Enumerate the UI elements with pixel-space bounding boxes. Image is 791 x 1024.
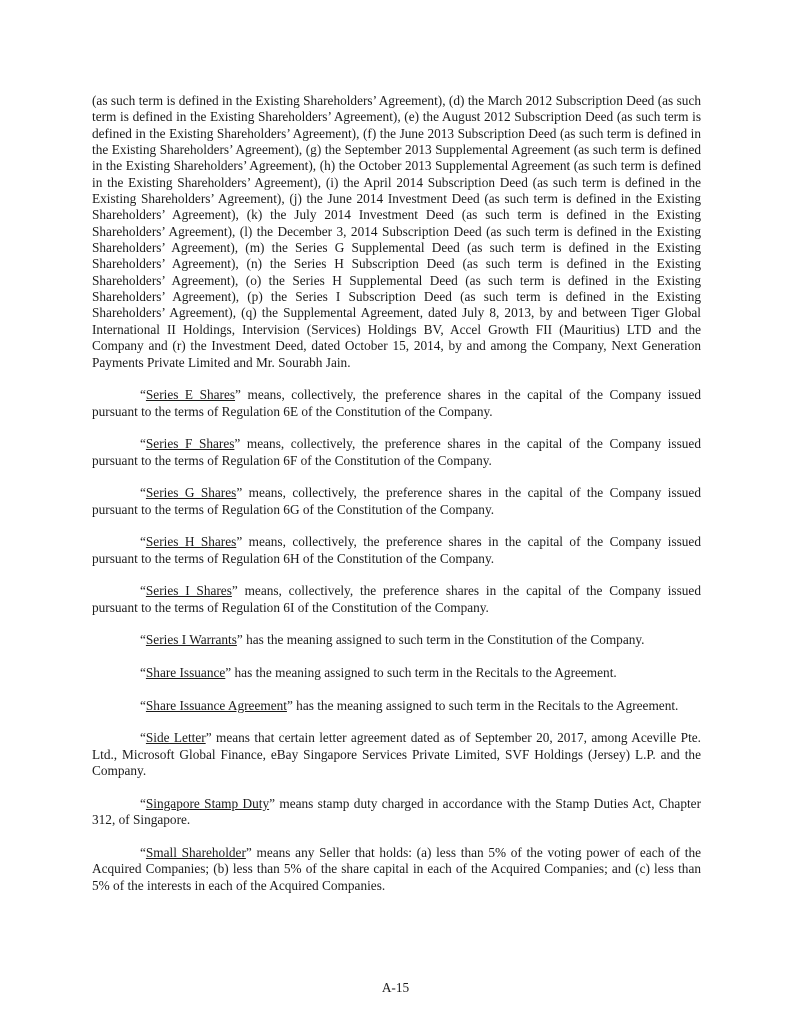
defined-term: Share Issuance Agreement <box>145 697 287 713</box>
definition-text: ” means, collectively, the preference shares in the capital of the Company issued pursuant to the terms of Regulation 6I of the Constitution of the Company. <box>92 583 701 615</box>
defined-term: Share Issuance <box>145 665 226 681</box>
definition-series-i-warrants <box>92 632 701 648</box>
defined-term: Series H Shares <box>145 534 237 550</box>
defined-term: Series E Shares <box>145 387 236 403</box>
paragraph-text: (as such term is defined in the Existing Shareholders’ Agreement), (d) the March 2012 Subscription Deed (as such term is defined in the Existing Shareholders’ Agreement), (e) the August 2012 Subscription Deed (as such term is defined in the Existing Shareholders’ Agreement), (f) the June 2013 Subscription Deed (as such term is defined in the Existing Shareholders’ Agreement), (g) the September 2013 Supplemental Agreement (as such term is defined in the Existing Shareholders’ Agreement), (h) the October 2013 Supplemental Agreement (as such term is defined in the Existing Shareholders’ Agreement), (i) the April 2014 Subscription Deed (as such term is defined in the Existing Shareholders’ Agreement), (j) the June 2014 Investment Deed (as such term is defined in the Existing Shareholders’ Agreement), (k) the July 2014 Investment Deed (as such term is defined in the Existing Shareholders’ Agreement), (l) the December 3, 2014 Subscription Deed (as such term is defined in the Existing Shareholders’ Agreement), (m) the Series G Supplemental Deed (as such term is defined in the Existing Shareholders’ Agreement), (n) the Series H Subscription Deed (as such term is defined in the Existing Shareholders’ Agreement), (o) the Series H Supplemental Deed (as such term is defined in the Existing Shareholders’ Agreement), (p) the Series I Subscription Deed (as such term is defined in the Existing Shareholders’ Agreement), (q) the Supplemental Agreement, dated July 8, 2013, by and between Tiger Global International II Holdings, Intervision (Services) Holdings BV, Accel Growth FII (Mauritius) LTD and the Company and (r) the Investment Deed, dated October 15, 2014, by and among the Company, Next Generation Payments Private Limited and Mr. Sourabh Jain. <box>92 93 701 370</box>
defined-term: Side Letter <box>145 730 206 746</box>
definition-share-issuance-agreement <box>92 698 701 714</box>
definition-text: ” means any Seller that holds: (a) less than 5% of the voting power of each of the Acquired Companies; (b) less than 5% of the share capital in each of the Acquired Companies; and (c) less than 5% of the interests in each of the Acquired Companies. <box>92 844 701 893</box>
defined-term: Series I Shares <box>145 583 232 599</box>
definition-series-g-shares <box>92 485 701 518</box>
open-quote: “ <box>140 436 146 452</box>
open-quote: “ <box>140 730 146 746</box>
definition-series-h-shares <box>92 534 701 567</box>
open-quote: “ <box>140 844 146 860</box>
open-quote: “ <box>140 534 146 550</box>
open-quote: “ <box>140 795 146 811</box>
open-quote: “ <box>140 387 146 403</box>
definition-text: ” means stamp duty charged in accordance with the Stamp Duties Act, Chapter 312, of Singapore. <box>92 795 702 828</box>
defined-term: Series I Warrants <box>145 632 237 648</box>
definition-series-e-shares <box>92 387 701 420</box>
definition-text: ” has the meaning assigned to such term in the Recitals to the Agreement. <box>225 665 617 681</box>
definition-text: ” has the meaning assigned to such term in the Constitution of the Company. <box>236 632 645 648</box>
page-body-text <box>92 93 701 910</box>
definition-share-issuance <box>92 665 701 681</box>
definition-side-letter <box>92 730 701 779</box>
definition-text: ” means, collectively, the preference shares in the capital of the Company issued pursuant to the terms of Regulation 6F of the Constitution of the Company. <box>92 436 701 468</box>
definition-series-i-shares <box>92 583 701 616</box>
defined-term: Small Shareholder <box>145 844 246 860</box>
open-quote: “ <box>140 632 146 648</box>
open-quote: “ <box>140 665 146 681</box>
open-quote: “ <box>140 583 146 599</box>
definition-text: ” means, collectively, the preference shares in the capital of the Company issued pursuant to the terms of Regulation 6H of the Constitution of the Company. <box>92 534 701 566</box>
definition-singapore-stamp-duty <box>92 796 701 829</box>
definition-small-shareholder <box>92 845 701 894</box>
definition-series-f-shares <box>92 436 701 469</box>
continuation-paragraph <box>92 93 701 371</box>
defined-term: Series G Shares <box>145 485 237 501</box>
definition-text: ” has the meaning assigned to such term in the Recitals to the Agreement. <box>286 697 679 713</box>
page-number: A-15 <box>381 980 410 995</box>
defined-term: Series F Shares <box>145 436 235 452</box>
defined-term: Singapore Stamp Duty <box>145 795 270 811</box>
definition-text: ” means, collectively, the preference shares in the capital of the Company issued pursuant to the terms of Regulation 6E of the Constitution of the Company. <box>92 387 701 419</box>
open-quote: “ <box>140 697 146 713</box>
definition-text: ” means that certain letter agreement dated as of September 20, 2017, among Aceville Pte. Ltd., Microsoft Global Finance, eBay Singapore Services Private Limited, SVF Holdings (Jersey) L.P. and the Company. <box>92 730 701 779</box>
definition-text: ” means, collectively, the preference shares in the capital of the Company issued pursuant to the terms of Regulation 6G of the Constitution of the Company. <box>92 485 701 517</box>
open-quote: “ <box>140 485 146 501</box>
